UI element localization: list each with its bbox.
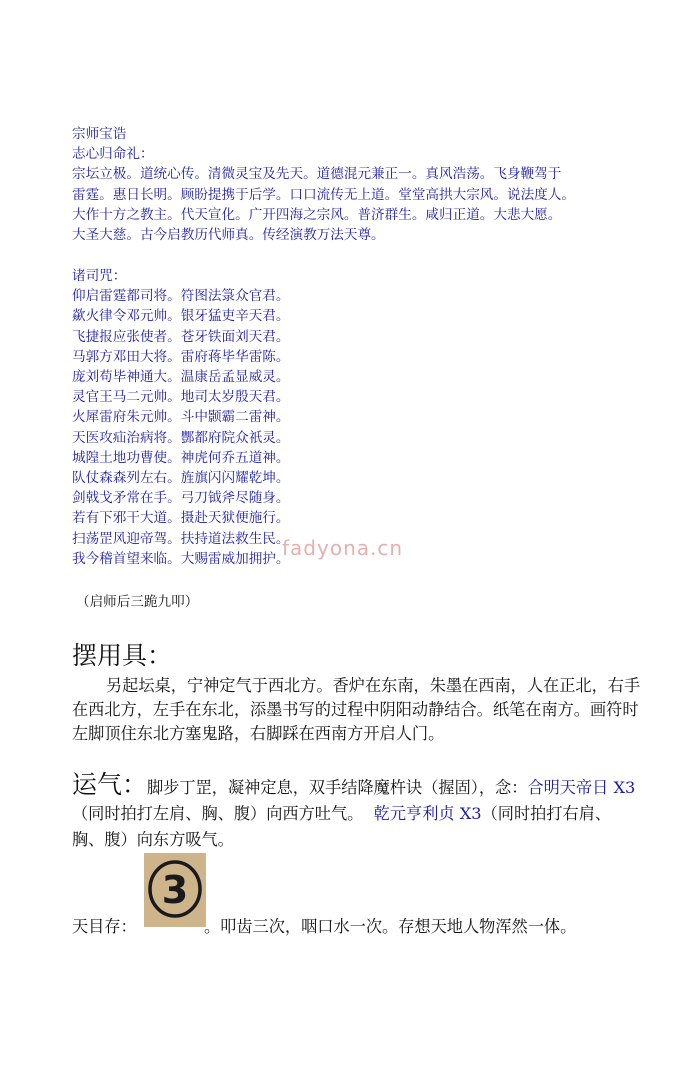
invocation-line: 雷霆。惠日长明。顾盼提携于后学。口口流传无上道。堂堂高拱大宗风。说法度人。 <box>72 186 575 203</box>
spell-line: 火犀雷府朱元帅。斗中颢霸二雷神。 <box>72 409 290 426</box>
qi-chant: 合明天帝日 X3 <box>527 778 636 797</box>
invocation-line: 大圣大慈。古今启教历代师真。传经演教万法天尊。 <box>72 227 385 244</box>
spell-line: 天医攻疝治病将。酆都府院众祇灵。 <box>72 429 290 446</box>
spell-line: 灵官王马二元帅。地司太岁殷天君。 <box>72 389 290 406</box>
spell-note: （启师后三跪九叩） <box>76 594 199 610</box>
spell-line: 飞捷报应张使者。苍牙铁面刘天君。 <box>72 328 290 345</box>
tools-paragraph: 另起坛桌，宁神定气于西北方。香炉在东南，朱墨在西南，人在正北，右手在西北方，左手在东北，添墨书写的过程中阴阳动静结合。纸笔在南方。画符时左脚顶住东北方塞鬼路，右脚踩在西南方开启人门。 <box>72 676 641 743</box>
spell-line: 我今稽首望来临。大赐雷威加拥护。 <box>72 550 290 567</box>
spell-line: 城隍土地功曹使。神虎何乔五道神。 <box>72 449 290 466</box>
invocation-subheading: 志心归命礼： <box>72 146 154 163</box>
qi-paragraph <box>72 772 642 853</box>
qi-chant: 乾元亨利贞 X3 <box>373 804 482 823</box>
spell-line: 庞刘苟毕神通大。温康岳孟显威灵。 <box>72 369 290 386</box>
spell-line: 马郭方邓田大将。雷府蒋毕华雷陈。 <box>72 348 290 365</box>
spell-section <box>72 266 642 569</box>
spell-heading: 诸司咒： <box>72 268 127 284</box>
invocation-line: 大作十方之教主。代天宣化。广开四海之宗风。普济群生。咸归正道。大悲大愿。 <box>72 206 562 223</box>
eye-text: 。叩齿三次，咽口水一次。存想天地人物浑然一体。 <box>204 917 577 936</box>
watermark: fadyona.cn <box>282 536 404 560</box>
spell-line: 仰启雷霆都司将。符图法箓众官君。 <box>72 288 290 305</box>
qi-text: 脚步丁罡，凝神定息，双手结降魔杵诀（握固），念： <box>147 778 528 797</box>
spell-line: 队仗森森列左右。旌旗闪闪耀乾坤。 <box>72 470 290 487</box>
eye-paragraph <box>72 853 642 936</box>
invocation-line: 宗坛立极。道统心传。清微灵宝及先天。道德混元兼正一。真风浩荡。飞身鞭驾于 <box>72 166 562 183</box>
spell-line: 剑戟戈矛常在手。弓刀钺斧尽随身。 <box>72 490 290 507</box>
qi-text: （同时拍打左肩、胸、腹）向西方吐气。 <box>72 804 364 823</box>
stamp-char: 3 <box>161 868 189 912</box>
invocation-heading: 宗师宝诰 <box>72 126 127 142</box>
tools-heading: 摆用具： <box>72 641 173 670</box>
qi-text: （同时拍打右肩、胸、腹）向东方吸气。 <box>72 804 612 849</box>
invocation-section <box>72 124 642 245</box>
spell-line: 歘火律令邓元帅。银牙猛吏辛天君。 <box>72 308 290 325</box>
spell-line: 若有下邪干大道。摄赴天狱便施行。 <box>72 510 290 527</box>
handwritten-number-image <box>144 853 206 927</box>
qi-heading: 运气： <box>72 770 148 799</box>
eye-label: 天目存： <box>72 917 137 936</box>
spell-line: 扫荡罡风迎帝驾。扶持道法救生民。 <box>72 530 290 547</box>
